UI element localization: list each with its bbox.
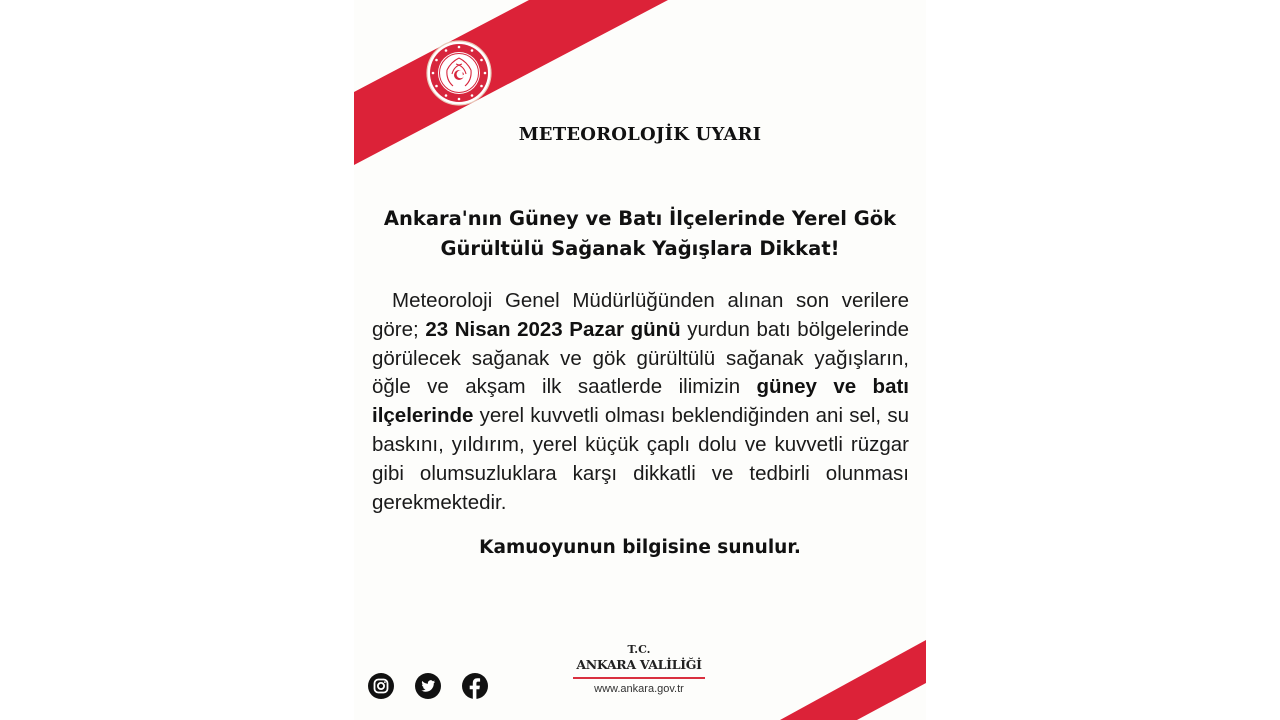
body-bold-region: güney ve batı ilçelerinde [372,375,909,428]
social-links [368,673,488,699]
warning-title: METEOROLOJİK UYARI [518,124,762,145]
announcement-poster [354,0,926,720]
instagram-icon[interactable] [368,673,394,699]
body-text-segment: yerel kuvvetli olması beklendiğinden ani sel, su baskını, yıldırım, yerel küçük çaplı dolu ve kuvvetli rüzgar gibi olumsuzluklara karşı dikkatli ve tedbirli olunması gerekmektedir. [372,404,909,514]
brand-underline [573,677,705,679]
bottom-red-stripe [780,640,926,720]
body-text-segment: yurdun batı bölgelerinde görülecek sağanak ve gök gürültülü sağanak yağışların, öğle ve akşam ilk saatlerde ilimizin [372,317,909,399]
announcement-body [372,287,909,517]
headline: Ankara'nın Güney ve Batı İlçelerinde Yerel Gök Gürültülü Sağanak Yağışlara Dikkat! [383,207,897,260]
ankara-valiligi-seal-icon [426,40,492,106]
body-text-segment: Meteoroloji Genel Müdürlüğünden alınan son verilere göre; [372,289,909,341]
brand-tc: T.C. [627,643,651,656]
body-bold-date: 23 Nisan 2023 Pazar günü [425,317,681,341]
twitter-icon[interactable] [415,673,441,699]
facebook-icon[interactable] [462,673,488,699]
website-link[interactable]: www.ankara.gov.tr [594,683,684,695]
footer-brand [564,643,714,696]
brand-name: ANKARA VALİLİĞİ [576,657,702,672]
closing-statement: Kamuoyunun bilgisine sunulur. [479,537,801,558]
